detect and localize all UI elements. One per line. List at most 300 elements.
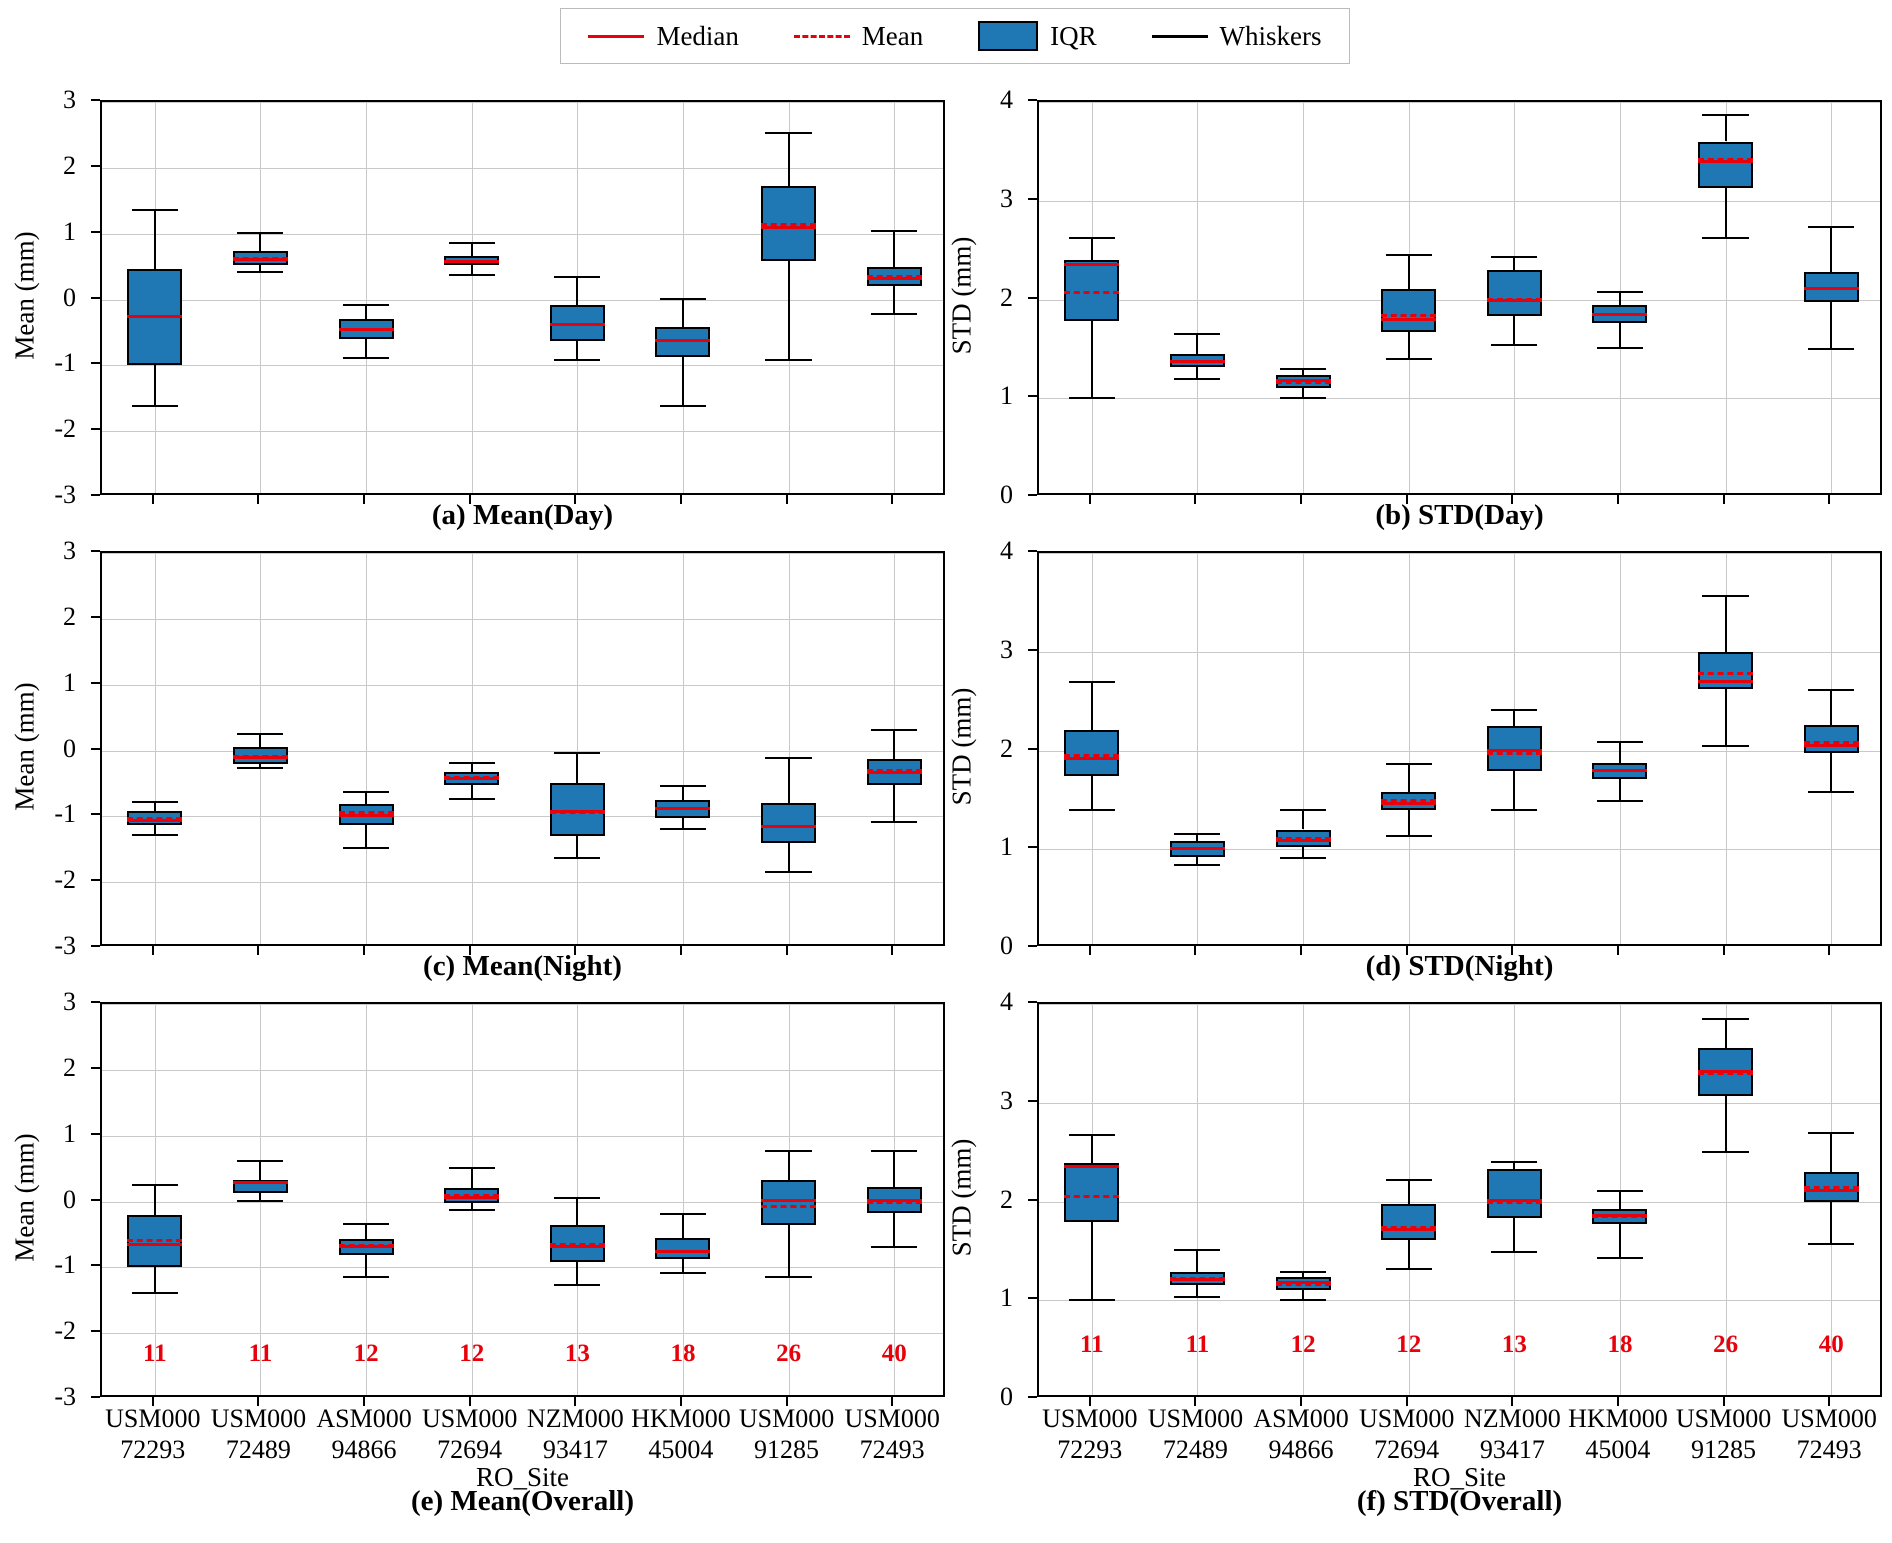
whisker-upper <box>365 1223 367 1239</box>
gridline-h <box>102 1070 943 1071</box>
whisker-cap-upper <box>1174 333 1220 335</box>
y-tick-label: -1 <box>54 348 76 378</box>
x-axis-title-e: RO_Site <box>475 1462 569 1492</box>
whisker-cap-lower <box>132 1292 178 1294</box>
mean-line <box>1487 752 1542 755</box>
whisker-upper <box>154 209 156 268</box>
whisker-cap-upper <box>1280 1271 1326 1273</box>
gridline-h <box>102 300 943 301</box>
y-tick-label: 3 <box>63 85 76 114</box>
whisker-cap-lower <box>1174 378 1220 380</box>
whisker-lower <box>1091 1222 1093 1299</box>
y-tick-label: -2 <box>54 865 76 895</box>
whisker-lower <box>1196 1285 1198 1296</box>
y-tick-label: 0 <box>1000 480 1013 509</box>
x-category-label <box>1148 1404 1243 1465</box>
whisker-lower <box>365 1255 367 1275</box>
x-category-label <box>631 1404 731 1465</box>
y-tick-label: 0 <box>63 1184 76 1214</box>
y-tick-label: 4 <box>1000 536 1013 565</box>
mean-line <box>761 1205 816 1208</box>
x-cat-line1: USM000 <box>1042 1404 1138 1433</box>
gridline-v <box>789 553 790 944</box>
gridline-v <box>683 1004 684 1395</box>
whisker-upper <box>1725 1018 1727 1049</box>
iqr-box <box>1381 289 1436 332</box>
whisker-cap-upper <box>1491 709 1537 711</box>
whisker-cap-lower <box>1280 857 1326 859</box>
whisker-lower <box>471 1203 473 1210</box>
mean-line <box>1064 1195 1119 1198</box>
y-tick-mark <box>91 945 100 947</box>
sample-count-label: 11 <box>143 1340 167 1368</box>
whisker-lower <box>1725 689 1727 744</box>
x-category-label <box>845 1404 940 1465</box>
whisker-cap-lower <box>1174 1296 1220 1298</box>
gridline-h <box>1039 398 1880 399</box>
whisker-cap-lower <box>132 405 178 407</box>
gridline-h <box>102 365 943 366</box>
gridline-h <box>1039 849 1880 850</box>
x-cat-line1: USM000 <box>738 1404 835 1433</box>
whisker-upper <box>1619 1190 1621 1210</box>
gridline-h <box>102 1333 943 1334</box>
gridline-v <box>260 102 261 493</box>
mean-line <box>1698 1072 1753 1075</box>
gridline-h <box>102 1136 943 1137</box>
median-line <box>339 814 394 817</box>
y-tick-mark <box>91 1396 100 1398</box>
whisker-cap-upper <box>1174 833 1220 835</box>
x-cat-line2: 91285 <box>754 1434 820 1464</box>
gridline-v <box>155 553 156 944</box>
whisker-cap-upper <box>1597 741 1643 743</box>
y-tick-label: 3 <box>63 536 76 565</box>
x-cat-line2: 72694 <box>1374 1434 1440 1464</box>
y-tick-mark <box>1028 1100 1037 1102</box>
whisker-cap-upper <box>1386 763 1432 765</box>
whisker-upper <box>471 242 473 256</box>
whisker-cap-lower <box>554 1284 600 1286</box>
whisker-cap-upper <box>1174 1249 1220 1251</box>
whisker-cap-lower <box>1280 1299 1326 1301</box>
y-tick-mark <box>1028 748 1037 750</box>
whisker-upper <box>1091 681 1093 729</box>
x-category-label <box>1568 1404 1668 1465</box>
y-tick-label: 1 <box>1000 1283 1013 1313</box>
gridline-h <box>1039 1300 1880 1301</box>
x-cat-line1: USM000 <box>105 1404 201 1433</box>
whisker-lower <box>259 1193 261 1200</box>
whisker-upper <box>576 276 578 304</box>
mean-line <box>444 776 499 779</box>
y-tick-mark <box>1028 550 1037 552</box>
whisker-cap-upper <box>871 729 917 731</box>
y-tick-mark <box>91 682 100 684</box>
gridline-v <box>366 553 367 944</box>
legend-item-iqr <box>978 21 1097 52</box>
x-cat-line1: NZM000 <box>526 1404 624 1433</box>
y-tick-mark <box>1028 494 1037 496</box>
panel-caption-d: (d) STD(Night) <box>1365 950 1554 982</box>
y-tick-label: -2 <box>54 414 76 444</box>
median-line <box>1804 1189 1859 1192</box>
gridline-v <box>577 553 578 944</box>
whisker-cap-upper <box>660 1213 706 1215</box>
whisker-cap-upper <box>765 1150 811 1152</box>
gridline-h <box>1039 102 1880 103</box>
median-line <box>1804 744 1859 747</box>
whisker-cap-lower <box>660 405 706 407</box>
whisker-cap-upper <box>343 1223 389 1225</box>
x-cat-line2: 72293 <box>120 1434 186 1464</box>
x-category-label <box>739 1404 834 1465</box>
whisker-upper <box>1091 1134 1093 1163</box>
y-tick-mark <box>1028 99 1037 101</box>
x-cat-line1: ASM000 <box>1253 1404 1349 1433</box>
whisker-cap-lower <box>1702 745 1748 747</box>
gridline-h <box>102 168 943 169</box>
whisker-cap-lower <box>1491 344 1537 346</box>
y-tick-mark <box>91 1330 100 1332</box>
whisker-upper <box>682 298 684 328</box>
whisker-cap-lower <box>237 1200 283 1202</box>
plot-area-b <box>1037 100 1882 495</box>
x-category-label <box>1253 1404 1348 1465</box>
whisker-upper <box>1513 709 1515 726</box>
gridline-h <box>102 685 943 686</box>
y-tick-label: -3 <box>54 931 76 960</box>
y-tick-label: 0 <box>63 733 76 763</box>
whisker-cap-lower <box>871 1246 917 1248</box>
whisker-cap-lower <box>765 1276 811 1278</box>
mean-line <box>233 755 288 758</box>
whisker-cap-upper <box>660 298 706 300</box>
whisker-cap-upper <box>1808 1132 1854 1134</box>
gridline-v <box>1197 553 1198 944</box>
whisker-lower <box>682 357 684 404</box>
legend-item-mean <box>794 21 923 52</box>
mean-line <box>1170 360 1225 363</box>
iqr-box <box>1487 1169 1542 1218</box>
whisker-cap-lower <box>1386 835 1432 837</box>
x-cat-line1: NZM000 <box>1463 1404 1561 1433</box>
whisker-cap-upper <box>1491 1161 1537 1163</box>
whisker-upper <box>1513 256 1515 270</box>
x-category-label <box>1042 1404 1137 1465</box>
whisker-upper <box>893 729 895 759</box>
whisker-lower <box>1830 753 1832 791</box>
gridline-h <box>1039 652 1880 653</box>
sample-count-label: 26 <box>776 1340 802 1368</box>
gridline-h <box>102 1202 943 1203</box>
y-tick-label: 3 <box>1000 634 1013 664</box>
whisker-lower <box>1196 367 1198 378</box>
whisker-cap-upper <box>1597 1190 1643 1192</box>
panel-caption-e: (e) Mean(Overall) <box>410 1485 635 1517</box>
whisker-cap-lower <box>1597 347 1643 349</box>
y-tick-label: 2 <box>63 1052 76 1082</box>
whisker-lower <box>1408 810 1410 836</box>
mean-line <box>1698 158 1753 161</box>
whisker-cap-upper <box>1386 254 1432 256</box>
legend-label-whiskers: Whiskers <box>1219 20 1322 51</box>
y-tick-mark <box>1028 649 1037 651</box>
x-category-label <box>211 1404 306 1465</box>
mean-line <box>233 257 288 260</box>
whisker-cap-upper <box>1808 689 1854 691</box>
y-tick-mark <box>91 1001 100 1003</box>
whisker-lower <box>1302 1290 1304 1299</box>
x-cat-line1: USM000 <box>422 1404 518 1433</box>
whisker-lower <box>154 825 156 834</box>
whisker-cap-upper <box>1280 809 1326 811</box>
whisker-cap-upper <box>1808 226 1854 228</box>
whisker-cap-upper <box>237 232 283 234</box>
x-category-label <box>1359 1404 1454 1465</box>
mean-line <box>1381 314 1436 317</box>
gridline-h <box>102 234 943 235</box>
x-cat-line2: 72694 <box>437 1434 503 1464</box>
chart-legend <box>560 8 1350 64</box>
whisker-cap-lower <box>1808 791 1854 793</box>
y-tick-label: 2 <box>63 150 76 180</box>
whisker-lower <box>893 1213 895 1246</box>
whisker-cap-lower <box>1069 397 1115 399</box>
gridline-v <box>1409 553 1410 944</box>
whisker-upper <box>1830 1132 1832 1172</box>
whisker-upper <box>788 1150 790 1180</box>
y-tick-mark <box>91 362 100 364</box>
whisker-cap-lower <box>871 821 917 823</box>
y-axis-label-c: Mean (mm) <box>9 681 40 811</box>
y-axis-label-f: STD (mm) <box>946 1138 977 1256</box>
whisker-cap-lower <box>660 1272 706 1274</box>
y-tick-label: 3 <box>1000 183 1013 213</box>
mean-line <box>867 1201 922 1204</box>
whisker-lower <box>471 265 473 274</box>
gridline-h <box>1039 300 1880 301</box>
median-line <box>1381 802 1436 805</box>
mean-line <box>1592 313 1647 316</box>
sample-count-label: 26 <box>1713 1330 1739 1358</box>
whisker-cap-upper <box>132 801 178 803</box>
whisker-cap-upper <box>1069 237 1115 239</box>
y-tick-label: -1 <box>54 1250 76 1280</box>
whisker-line-icon <box>1152 35 1208 38</box>
whisker-cap-lower <box>765 359 811 361</box>
whisker-cap-lower <box>1702 237 1748 239</box>
legend-item-whiskers <box>1152 21 1322 52</box>
whisker-cap-lower <box>554 359 600 361</box>
mean-line <box>655 807 710 810</box>
whisker-lower <box>1513 316 1515 344</box>
whisker-cap-lower <box>1491 1251 1537 1253</box>
y-tick-mark <box>1028 1199 1037 1201</box>
whisker-cap-upper <box>554 276 600 278</box>
mean-line <box>127 315 182 318</box>
whisker-lower <box>788 1225 790 1276</box>
whisker-cap-upper <box>343 791 389 793</box>
iqr-box <box>1804 725 1859 754</box>
x-cat-line2: 91285 <box>1691 1434 1757 1464</box>
whisker-upper <box>1408 1179 1410 1205</box>
x-cat-line2: 72489 <box>1162 1434 1228 1464</box>
x-cat-line2: 72489 <box>225 1434 291 1464</box>
whisker-lower <box>1830 1202 1832 1243</box>
x-cat-line1: USM000 <box>844 1404 940 1433</box>
y-axis-label-d: STD (mm) <box>946 687 977 805</box>
gridline-h <box>1039 553 1880 554</box>
whisker-lower <box>1408 332 1410 358</box>
mean-line <box>444 1194 499 1197</box>
whisker-upper <box>154 1184 156 1215</box>
y-tick-label: 2 <box>63 601 76 631</box>
whisker-upper <box>1725 114 1727 142</box>
sample-count-label: 12 <box>1290 1330 1316 1358</box>
whisker-cap-upper <box>871 230 917 232</box>
x-cat-line2: 72493 <box>859 1434 925 1464</box>
gridline-h <box>102 882 943 883</box>
x-category-label <box>1782 1404 1877 1465</box>
whisker-lower <box>682 1259 684 1272</box>
median-line <box>761 1199 816 1202</box>
whisker-lower <box>154 365 156 405</box>
whisker-cap-upper <box>449 242 495 244</box>
whisker-upper <box>1619 291 1621 306</box>
x-cat-line2: 72293 <box>1057 1434 1123 1464</box>
mean-line <box>1064 754 1119 757</box>
whisker-cap-upper <box>1069 1134 1115 1136</box>
whisker-lower <box>1196 857 1198 864</box>
mean-line <box>339 328 394 331</box>
median-line <box>1381 318 1436 321</box>
whisker-cap-lower <box>1808 348 1854 350</box>
y-tick-label: 1 <box>63 216 76 246</box>
whisker-lower <box>893 286 895 312</box>
whisker-lower <box>893 785 895 821</box>
legend-label-iqr: IQR <box>1050 20 1097 51</box>
y-tick-mark <box>91 231 100 233</box>
mean-line <box>1170 1277 1225 1280</box>
gridline-h <box>1039 1103 1880 1104</box>
whisker-cap-lower <box>765 871 811 873</box>
whisker-cap-lower <box>237 271 283 273</box>
y-tick-label: -1 <box>54 799 76 829</box>
whisker-cap-lower <box>1280 397 1326 399</box>
sample-count-label: 40 <box>881 1340 907 1368</box>
whisker-upper <box>365 304 367 319</box>
y-tick-label: 1 <box>1000 381 1013 411</box>
mean-line <box>339 1244 394 1247</box>
gridline-h <box>102 553 943 554</box>
x-category-label <box>1676 1404 1771 1465</box>
whisker-upper <box>1196 333 1198 354</box>
iqr-box <box>1698 652 1753 690</box>
iqr-box <box>761 803 816 843</box>
gridline-v <box>683 553 684 944</box>
whisker-upper <box>788 132 790 187</box>
y-tick-mark <box>91 99 100 101</box>
x-category-label <box>1464 1404 1561 1465</box>
x-cat-line1: ASM000 <box>316 1404 412 1433</box>
mean-line <box>1487 1201 1542 1204</box>
sample-count-label: 18 <box>670 1340 696 1368</box>
legend-item-median <box>588 21 738 52</box>
whisker-cap-lower <box>1597 1257 1643 1259</box>
whisker-cap-lower <box>1702 1151 1748 1153</box>
mean-line <box>1592 1215 1647 1218</box>
y-tick-mark <box>91 1067 100 1069</box>
legend-label-median: Median <box>656 20 739 51</box>
y-tick-mark <box>1028 846 1037 848</box>
gridline-h <box>1039 1202 1880 1203</box>
whisker-upper <box>788 757 790 803</box>
whisker-cap-upper <box>237 733 283 735</box>
x-cat-line1: USM000 <box>1147 1404 1244 1433</box>
y-tick-label: -3 <box>54 1382 76 1411</box>
mean-line <box>127 817 182 820</box>
gridline-h <box>102 1267 943 1268</box>
whisker-lower <box>1091 321 1093 397</box>
whisker-upper <box>471 1167 473 1188</box>
gridline-v <box>366 102 367 493</box>
median-line <box>1064 1165 1119 1168</box>
sample-count-label: 11 <box>1080 1330 1104 1358</box>
median-line <box>1487 749 1542 752</box>
gridline-v <box>472 102 473 493</box>
whisker-lower <box>1513 771 1515 809</box>
y-tick-label: 2 <box>1000 282 1013 312</box>
whisker-lower <box>788 843 790 871</box>
y-tick-mark <box>91 428 100 430</box>
whisker-lower <box>576 341 578 359</box>
sample-count-label: 11 <box>248 1340 273 1368</box>
y-axis-label-a: Mean (mm) <box>9 230 40 360</box>
y-tick-mark <box>91 494 100 496</box>
mean-line <box>444 260 499 263</box>
gridline-h <box>102 619 943 620</box>
whisker-cap-lower <box>1069 809 1115 811</box>
iqr-box <box>1381 1204 1436 1240</box>
median-line <box>1064 757 1119 760</box>
plot-area-d <box>1037 551 1882 946</box>
whisker-upper <box>1091 237 1093 260</box>
x-cat-line1: HKM000 <box>1568 1404 1668 1433</box>
sample-count-label: 12 <box>353 1340 379 1368</box>
x-cat-line1: USM000 <box>1781 1404 1877 1433</box>
whisker-lower <box>1513 1218 1515 1251</box>
median-line <box>1064 263 1119 266</box>
mean-line <box>1276 837 1331 840</box>
gridline-v <box>1197 102 1198 493</box>
whisker-lower <box>1725 1096 1727 1151</box>
y-tick-mark <box>91 165 100 167</box>
whisker-upper <box>1725 595 1727 651</box>
whisker-upper <box>259 1160 261 1180</box>
whisker-cap-lower <box>1386 358 1432 360</box>
panel-caption-f: (f) STD(Overall) <box>1356 1485 1563 1517</box>
whisker-upper <box>682 1213 684 1237</box>
y-tick-mark <box>1028 1396 1037 1398</box>
whisker-upper <box>576 1197 578 1225</box>
mean-line <box>761 223 816 226</box>
whisker-cap-lower <box>343 847 389 849</box>
whisker-lower <box>576 1262 578 1284</box>
gridline-h <box>102 431 943 432</box>
y-tick-label: 4 <box>1000 85 1013 114</box>
y-tick-mark <box>1028 395 1037 397</box>
